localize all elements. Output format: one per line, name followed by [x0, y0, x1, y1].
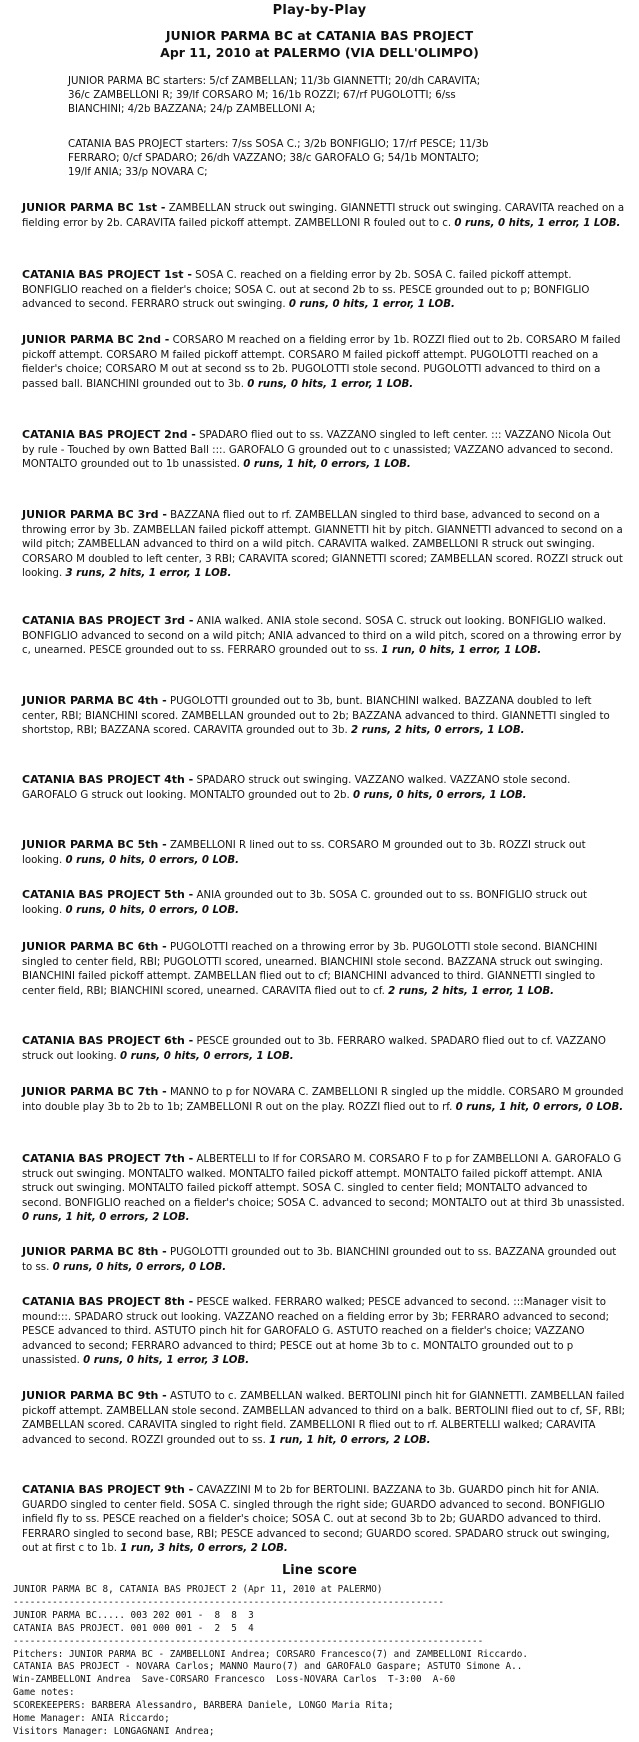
decisions: Win-ZAMBELLONI Andrea Save-CORSARO Francesco Loss-NOVARA Carlos T-3:00 A-60 [13, 1674, 456, 1686]
game-result: JUNIOR PARMA BC 8, CATANIA BAS PROJECT 2 (Apr 11, 2010 at PALERMO) [13, 1584, 383, 1595]
inning-summary [22, 1295, 626, 1369]
inning-summary [22, 838, 626, 868]
inning-totals: 0 runs, 0 hits, 0 errors, 0 LOB. [52, 1261, 227, 1273]
inning-label: JUNIOR PARMA BC 8th - [22, 1245, 167, 1258]
inning-text: SPADARO struck out swinging. VAZZANO walked. VAZZANO stole second. GAROFALO G struck out looking. MONTALTO grounded out to 2b. [22, 775, 571, 801]
inning-label: CATANIA BAS PROJECT 6th - [22, 1034, 194, 1047]
inning-label: JUNIOR PARMA BC 7th - [22, 1085, 167, 1098]
inning-totals: 0 runs, 0 hits, 1 error, 1 LOB. [247, 378, 414, 390]
inning-totals: 1 run, 0 hits, 1 error, 1 LOB. [381, 645, 542, 657]
inning-label: CATANIA BAS PROJECT 4th - [22, 773, 194, 786]
inning-label: JUNIOR PARMA BC 1st - [22, 201, 166, 214]
inning-text: ANIA walked. ANIA stole second. SOSA C. struck out looking. BONFIGLIO walked. BONFIGLIO advanced to second on a wild pitch; ANIA advanced to third on a wild pitch, scored on a throwing error by c, unearned. PESCE grounded out to ss. FERRARO grounded out to ss. [22, 616, 622, 657]
inning-label: CATANIA BAS PROJECT 5th - [22, 888, 194, 901]
inning-summary [22, 614, 626, 659]
inning-label: JUNIOR PARMA BC 4th - [22, 694, 167, 707]
inning-text: PUGOLOTTI grounded out to 3b, bunt. BIANCHINI walked. BAZZANA doubled to left center, RBI; BIANCHINI scored. ZAMBELLAN grounded out to 2b; BAZZANA advanced to third. GIANNETTI singled to shortstop, RBI; BAZZANA scored. CARAVITA grounded out to 3b. [22, 696, 610, 737]
line-score-title: Line score [282, 1563, 357, 1578]
inning-summary [22, 694, 626, 739]
inning-text: PESCE grounded out to 3b. FERRARO walked. SPADARO flied out to cf. VAZZANO struck out looking. [22, 1036, 606, 1062]
home-manager: Home Manager: ANIA Riccardo; [13, 1713, 170, 1725]
starters-line: BIANCHINI; 4/2b BAZZANA; 24/p ZAMBELLONI A; [68, 104, 316, 115]
inning-totals: 0 runs, 0 hits, 0 errors, 0 LOB. [65, 904, 239, 916]
inning-totals: 3 runs, 2 hits, 1 error, 1 LOB. [65, 568, 232, 580]
inning-label: JUNIOR PARMA BC 9th - [22, 1389, 167, 1402]
inning-text: PUGOLOTTI grounded out to 3b. BIANCHINI grounded out to ss. BAZZANA grounded out to ss. [22, 1247, 617, 1273]
inning-summary [22, 508, 626, 582]
starters-line: 36/c ZAMBELLONI R; 39/lf CORSARO M; 16/1b ROZZI; 67/rf PUGOLOTTI; 6/ss [68, 90, 456, 101]
pitchers-away: CATANIA BAS PROJECT - NOVARA Carlos; MANNO Mauro(7) and GAROFALO Gaspare; ASTUTO Simone A.. [13, 1661, 523, 1673]
inning-totals: 0 runs, 1 hit, 0 errors, 2 LOB. [22, 1212, 190, 1224]
inning-label: JUNIOR PARMA BC 5th - [22, 838, 167, 851]
starters-line: CATANIA BAS PROJECT starters: 7/ss SOSA C.; 3/2b BONFIGLIO; 17/rf PESCE; 11/3b [68, 139, 489, 150]
inning-summary [22, 268, 626, 313]
inning-text: ANIA grounded out to 3b. SOSA C. grounded out to ss. BONFIGLIO struck out looking. [22, 890, 588, 916]
divider: ------------------------------------------------------------------------------------ [13, 1635, 484, 1647]
divider: ----------------------------------------------------------------------------- [13, 1596, 444, 1608]
inning-totals: 0 runs, 0 hits, 0 errors, 1 LOB. [353, 789, 527, 801]
inning-label: JUNIOR PARMA BC 2nd - [22, 333, 170, 346]
inning-label: CATANIA BAS PROJECT 9th - [22, 1483, 194, 1496]
inning-text: MANNO to p for NOVARA C. ZAMBELLONI R singled up the middle. CORSARO M grounded into double play 3b to 2b to 1b; ZAMBELLONI R out on the play. ROZZI flied out to rf. [22, 1087, 624, 1113]
inning-label: CATANIA BAS PROJECT 7th - [22, 1152, 194, 1165]
inning-text: ZAMBELLONI R lined out to ss. CORSARO M grounded out to 3b. ROZZI struck out looking. [22, 840, 586, 866]
inning-summary [22, 1034, 626, 1064]
inning-text: BAZZANA flied out to rf. ZAMBELLAN singled to third base, advanced to second on a throwing error by 3b. ZAMBELLAN failed pickoff attempt. GIANNETTI hit by pitch. GIANNETTI advanced to second on a wild pitch; ZAMBELLAN advanced to third on a wild pitch. CARAVITA walked. ZAMBELLONI R struck out swinging. CORSARO M doubled to left center, 3 RBI; CARAVITA scored; GIANNETTI scored; ZAMBELLAN scored. ROZZI struck out looking. [22, 510, 623, 580]
starters-line: 19/lf ANIA; 33/p NOVARA C; [68, 167, 208, 178]
inning-label: CATANIA BAS PROJECT 8th - [22, 1295, 194, 1308]
inning-totals: 0 runs, 1 hit, 0 errors, 0 LOB. [455, 1101, 624, 1113]
away-starters [68, 138, 620, 180]
visitors-manager: Visitors Manager: LONGAGNANI Andrea; [13, 1725, 215, 1737]
inning-label: JUNIOR PARMA BC 3rd - [22, 508, 167, 521]
inning-totals: 0 runs, 0 hits, 1 error, 1 LOB. [288, 299, 455, 311]
inning-text: ALBERTELLI to lf for CORSARO M. CORSARO F to p for ZAMBELLONI A. GAROFALO G struck out swinging. MONTALTO walked. MONTALTO failed pickoff attempt. MONTALTO failed pickoff attempt. ANIA struck out swinging. MONTALTO failed pickoff attempt. SOSA C. singled to center field; MONTALTO advanced to second. BONFIGLIO reached on a fielder's choice; SOSA C. advanced to second; MONTALTO out at third 3b unassisted. [22, 1154, 625, 1209]
game-header [0, 27, 639, 61]
inning-label: CATANIA BAS PROJECT 3rd - [22, 614, 194, 627]
inning-totals: 1 run, 1 hit, 0 errors, 2 LOB. [269, 1434, 431, 1446]
game-notes: Game notes: [13, 1687, 75, 1699]
inning-summary [22, 1245, 626, 1275]
inning-text: ASTUTO to c. ZAMBELLAN walked. BERTOLINI pinch hit for GIANNETTI. ZAMBELLAN failed pickoff attempt. ZAMBELLAN stole second. ZAMBELLAN advanced to third on a balk. BERTOLINI flied out to cf, SF, RBI; ZAMBELLAN scored. CARAVITA singled to right field. ZAMBELLONI R flied out to rf. ALBERTELLI walked; CARAVITA advanced to second. ROZZI grounded out to ss. [22, 1391, 626, 1446]
inning-totals: 0 runs, 1 hit, 0 errors, 1 LOB. [243, 459, 411, 471]
inning-summary [22, 201, 626, 231]
inning-summary [22, 428, 626, 473]
starters-line: FERRARO; 0/cf SPADARO; 26/dh VAZZANO; 38/c GAROFALO G; 54/1b MONTALTO; [68, 153, 480, 164]
line-score-row-home: JUNIOR PARMA BC..... 003 202 001 - 8 8 3 [13, 1609, 254, 1621]
inning-label: CATANIA BAS PROJECT 1st - [22, 268, 192, 281]
inning-text: PESCE walked. FERRARO walked; PESCE advanced to second. :::Manager visit to mound:::. SPADARO struck out looking. VAZZANO reached on a fielding error by 3b; FERRARO advanced to second; PESCE advanced to third. ASTUTO pinch hit for GAROFALO G. ASTUTO reached on a fielder's choice; VAZZANO advanced to second; FERRARO advanced to third; PESCE out at home 3b to c. MONTALTO grounded out to p unassisted. [22, 1297, 610, 1367]
scorekeepers: SCOREKEEPERS: BARBERA Alessandro, BARBERA Daniele, LONGO Maria Rita; [13, 1700, 394, 1712]
inning-totals: 0 runs, 0 hits, 0 errors, 1 LOB. [120, 1050, 294, 1062]
inning-text: SOSA C. reached on a fielding error by 2b. SOSA C. failed pickoff attempt. BONFIGLIO reached on a fielder's choice; SOSA C. out at second 2b to ss. PESCE grounded out to p; BONFIGLIO advanced to second. FERRARO struck out swinging. [22, 270, 590, 311]
inning-summary [22, 1085, 626, 1115]
inning-totals: 2 runs, 2 hits, 0 errors, 1 LOB. [350, 725, 525, 737]
line-score-block [13, 1584, 633, 1739]
inning-text: PUGOLOTTI reached on a throwing error by 3b. PUGOLOTTI stole second. BIANCHINI singled to center field, RBI; PUGOLOTTI scored, unearned. BIANCHINI stole second. BAZZANA struck out swinging. BIANCHINI failed pickoff attempt. ZAMBELLAN flied out to cf; BIANCHINI advanced to third. GIANNETTI singled to center field, RBI; BIANCHINI scored, unearned. CARAVITA flied out to cf. [22, 942, 603, 997]
inning-summary [22, 773, 626, 803]
inning-label: CATANIA BAS PROJECT 2nd - [22, 428, 196, 441]
home-starters [68, 75, 620, 117]
starters-line: JUNIOR PARMA BC starters: 5/cf ZAMBELLAN; 11/3b GIANNETTI; 20/dh CARAVITA; [68, 76, 481, 87]
inning-totals: 2 runs, 2 hits, 1 error, 1 LOB. [388, 985, 555, 997]
line-score-row-away: CATANIA BAS PROJECT. 001 000 001 - 2 5 4 [13, 1622, 254, 1634]
inning-summary [22, 1152, 626, 1226]
page-title: Play-by-Play [272, 3, 367, 18]
inning-text: CORSARO M reached on a fielding error by 1b. ROZZI flied out to 2b. CORSARO M failed pickoff attempt. CORSARO M failed pickoff attempt. CORSARO M failed pickoff attempt. PUGOLOTTI reached on a fielder's choice; CORSARO M out at second ss to 2b. PUGOLOTTI stole second. PUGOLOTTI advanced to third on a passed ball. BIANCHINI grounded out to 3b. [22, 335, 621, 390]
inning-totals: 1 run, 3 hits, 0 errors, 2 LOB. [120, 1543, 288, 1555]
inning-summary [22, 940, 626, 999]
inning-totals: 0 runs, 0 hits, 0 errors, 0 LOB. [65, 854, 239, 866]
inning-totals: 0 runs, 0 hits, 1 error, 1 LOB. [454, 217, 621, 229]
inning-label: JUNIOR PARMA BC 6th - [22, 940, 167, 953]
inning-summary [22, 1483, 626, 1557]
pitchers-home: Pitchers: JUNIOR PARMA BC - ZAMBELLONI Andrea; CORSARO Francesco(7) and ZAMBELLONI Riccardo. [13, 1648, 528, 1660]
inning-text: SPADARO flied out to ss. VAZZANO singled to left center. ::: VAZZANO Nicola Out by rule - Touched by own Batted Ball :::. GAROFALO G grounded out to c unassisted; VAZZANO advanced to second. MONTALTO grounded out to 1b unassisted. [22, 430, 614, 471]
inning-summary [22, 1389, 626, 1448]
inning-summary [22, 333, 626, 392]
inning-totals: 0 runs, 0 hits, 1 error, 3 LOB. [83, 1355, 250, 1367]
inning-text: ZAMBELLAN struck out swinging. GIANNETTI struck out swinging. CARAVITA reached on a fielding error by 2b. CARAVITA failed pickoff attempt. ZAMBELLONI R fouled out to c. [22, 203, 625, 229]
inning-text: CAVAZZINI M to 2b for BERTOLINI. BAZZANA to 3b. GUARDO pinch hit for ANIA. GUARDO singled to center field. SOSA C. singled through the right side; GUARDO advanced to second. BONFIGLIO infield fly to ss. PESCE reached on a fielder's choice; SOSA C. out at second 3b to 2b; GUARDO advanced to third. FERRARO singled to second base, RBI; PESCE advanced to second; GUARDO scored. SPADARO struck out swinging, out at first c to 1b. [22, 1485, 610, 1555]
matchup-title: JUNIOR PARMA BC at CATANIA BAS PROJECT [165, 28, 474, 43]
date-venue: Apr 11, 2010 at PALERMO (VIA DELL'OLIMPO) [160, 45, 479, 60]
inning-summary [22, 888, 626, 918]
